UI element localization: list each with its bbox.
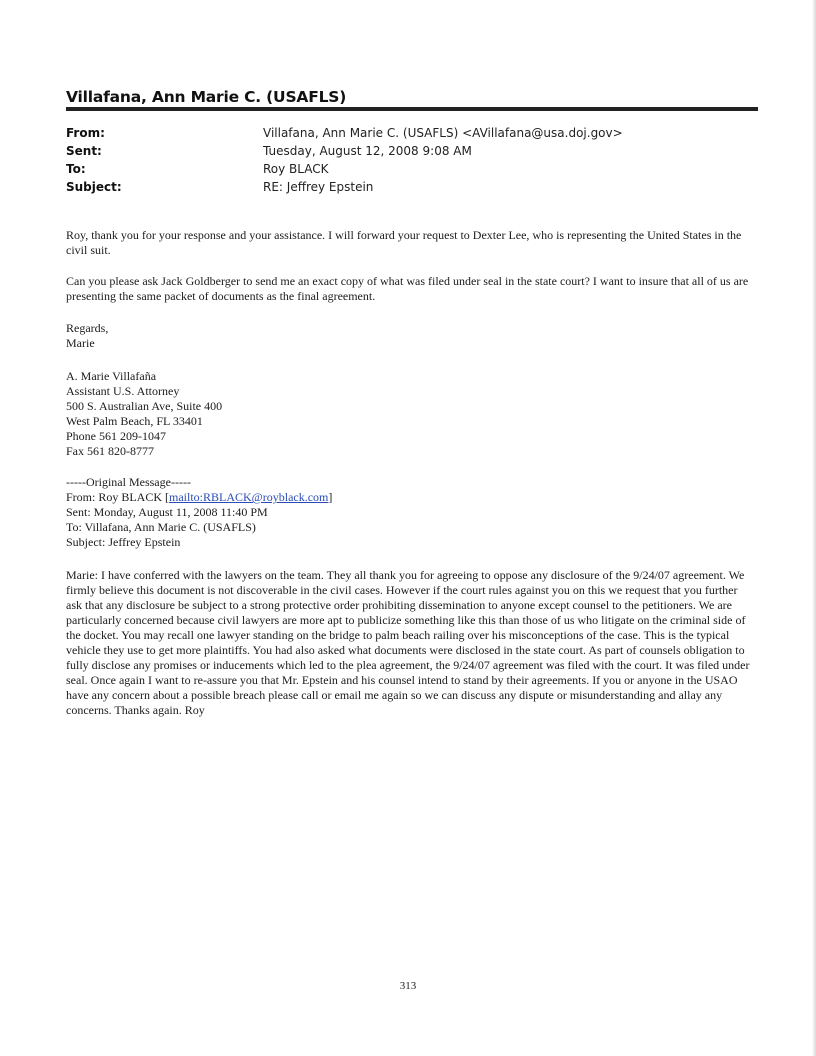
closing <box>66 321 756 351</box>
from-value: Villafana, Ann Marie C. (USAFLS) <AVillafana@usa.doj.gov> <box>263 126 623 140</box>
original-sent-line: Sent: Monday, August 11, 2008 11:40 PM <box>66 505 268 519</box>
signature-address-line-1: 500 S. Australian Ave, Suite 400 <box>66 399 223 413</box>
subject-value: RE: Jeffrey Epstein <box>263 180 374 194</box>
page-number: 313 <box>399 980 417 992</box>
sent-label: Sent: <box>66 144 102 158</box>
original-from-suffix: ] <box>328 490 333 504</box>
signature-phone: Phone 561 209-1047 <box>66 429 166 443</box>
to-row <box>66 162 758 180</box>
original-message-body <box>66 568 756 718</box>
body-paragraph-1-text: Roy, thank you for your response and your assistance. I will forward your request to Dexter Lee, who is representing the United States in the civil suit. <box>66 228 742 257</box>
original-message-header <box>66 475 756 550</box>
sent-row <box>66 144 758 162</box>
closing-regards: Regards, <box>66 321 109 335</box>
subject-row <box>66 180 758 198</box>
body-paragraph-2 <box>66 274 756 304</box>
original-from-mailto-link[interactable]: mailto:RBLACK@royblack.com <box>169 490 329 504</box>
original-message-text: Marie: I have conferred with the lawyers on the team. They all thank you for agreeing to oppose any disclosure of the 9/24/07 agreement. We firmly believe this document is not discoverable in the civil cases. However if the court rules against you on this we request that you further ask that any disclosure be subject to a strong protective order prohibiting dissemination to anyone except counsel to the petitioners. We are particularly concerned because civil lawyers are more apt to publicize something like this than those of us who litigate on the criminal side of the docket. You may recall one lawyer standing on the bridge to palm beach railing over his misconceptions of the case. This is the typical vehicle they use to get more plaintiffs. You had also asked what documents were disclosed in the state court. As part of counsels obligation to fully disclose any promises or inducements which led to the plea agreement, the 9/24/07 agreement was filed with the court. It was filed under seal. Once again I want to re-assure you that Mr. Epstein and his counsel intend to stand by their agreements. If you or anyone in the USAO have any concern about a possible breach please call or email me again so we can discuss any dispute or misunderstanding and allay any concerns. Thanks again. Roy <box>66 568 750 717</box>
page-edge-shadow <box>812 0 816 1056</box>
signature-name: A. Marie Villafaña <box>66 369 157 383</box>
original-subject-line: Subject: Jeffrey Epstein <box>66 535 181 549</box>
to-label: To: <box>66 162 86 176</box>
closing-signoff: Marie <box>66 336 95 350</box>
header-divider <box>66 107 758 111</box>
mailbox-owner-name: Villafana, Ann Marie C. (USAFLS) <box>66 88 347 106</box>
original-message-separator: -----Original Message----- <box>66 475 191 489</box>
to-value: Roy BLACK <box>263 162 329 176</box>
original-from-prefix: From: Roy BLACK [ <box>66 490 170 504</box>
original-from-line <box>66 490 756 505</box>
sent-value: Tuesday, August 12, 2008 9:08 AM <box>263 144 472 158</box>
subject-label: Subject: <box>66 180 122 194</box>
original-to-line: To: Villafana, Ann Marie C. (USAFLS) <box>66 520 256 534</box>
signature-address-line-2: West Palm Beach, FL 33401 <box>66 414 203 428</box>
email-header-fields <box>66 126 758 198</box>
signature-block <box>66 369 756 459</box>
signature-fax: Fax 561 820-8777 <box>66 444 154 458</box>
body-paragraph-1 <box>66 228 756 258</box>
body-paragraph-2-text: Can you please ask Jack Goldberger to send me an exact copy of what was filed under seal in the state court? I want to insure that all of us are presenting the same packet of documents as the final agreement. <box>66 274 749 303</box>
signature-title: Assistant U.S. Attorney <box>66 384 180 398</box>
from-label: From: <box>66 126 105 140</box>
from-row <box>66 126 758 144</box>
